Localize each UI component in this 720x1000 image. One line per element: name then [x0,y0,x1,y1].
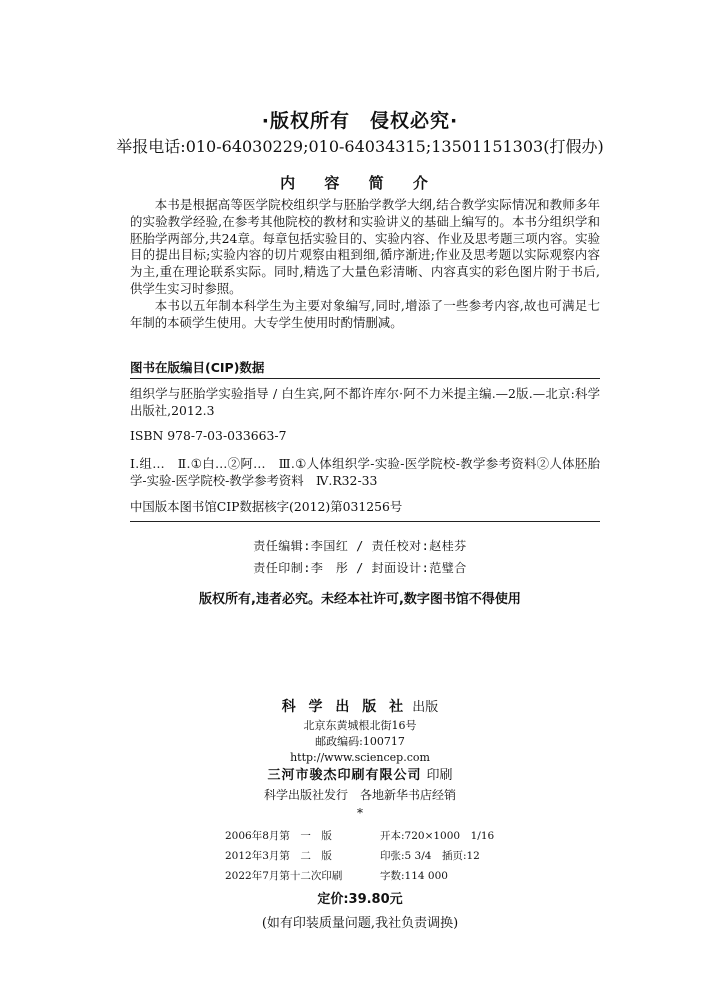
cip-rule-top [130,378,600,379]
cip-heading: 图书在版编目(CIP)数据 [130,360,265,375]
rights-notice: 版权所有,违者必究。未经本社许可,数字图书馆不得使用 [199,592,521,607]
printer-prints: 印刷 [426,768,453,783]
edition-spec: 字数:114 000 [380,870,448,882]
publisher-postcode: 邮政编码:100717 [315,735,405,748]
report-hotline: 举报电话:010-64030229;010-64034315;13501151303(打假办) [116,137,604,156]
cip-rule-bottom [130,521,600,522]
separator-asterisk: * [357,806,363,820]
publisher-name: 科 学 出 版 社 [281,699,408,715]
staff-production: 责任印制:李 彤 / 封面设计:范璧合 [253,561,467,575]
edition-spec: 开本:720×1000 1/16 [380,830,495,842]
edition-row [225,828,525,843]
staff-editors: 责任编辑:李国红 / 责任校对:赵桂芬 [253,539,467,553]
edition-row [225,848,525,863]
publisher-line [0,696,720,716]
publisher-address: 北京东黄城根北街16号 [303,719,417,732]
edition-spec: 印张:5 3/4 插页:12 [380,850,480,862]
printer-name: 三河市骏杰印刷有限公司 [267,768,422,783]
publisher-url: http://www.sciencep.com [290,751,430,764]
edition-date: 2012年3月第 二 版 [225,850,332,862]
edition-date: 2006年8月第 一 版 [225,830,332,842]
cip-classification: Ⅰ.组… Ⅱ.①白…②阿… Ⅲ.①人体组织学-实验-医学院校-教学参考资料②人体胚胎学-实验-医学院校-教学参考资料 Ⅳ.R32-33 [130,456,600,488]
quality-note: (如有印装质量问题,我社负责调换) [261,916,459,931]
edition-row [225,868,525,883]
cip-record: 组织学与胚胎学实验指导 / 白生宾,阿不都许库尔·阿不力米提主编.—2版.—北京:科学出版社,2012.3 [130,386,600,418]
edition-date: 2022年7月第十二次印刷 [225,870,343,882]
intro-paragraph-1: 本书是根据高等医学院校组织学与胚胎学教学大纲,结合教学实际情况和教师多年的实验教学经验,在参考其他院校的教材和实验讲义的基础上编写的。本书分组织学和胚胎学两部分,共24章。每章包括实验目的、实验内容、作业及思考题三项内容。实验目的提出目标;实验内容的切片观察由粗到细,循序渐进;作业及思考题以实际观察内容为主,重在理论联系实际。同时,精选了大量色彩清晰、内容真实的彩色图片附于书后,供学生实习时参照。 [130,197,600,296]
distribution-line: 科学出版社发行 各地新华书店经销 [263,788,456,802]
intro-title: 内 容 简 介 [280,174,440,192]
publisher-publishes: 出版 [412,700,439,715]
cip-core-data: 中国版本图书馆CIP数据核字(2012)第031256号 [130,499,403,514]
price: 定价:39.80元 [317,892,403,907]
intro-paragraph-2: 本书以五年制本科学生为主要对象编写,同时,增添了一些参考内容,故也可满足七年制的本硕学生使用。大专学生使用时酌情删减。 [130,297,600,330]
printer-line [0,764,720,783]
intro-body [130,197,600,331]
copyright-title: ·版权所有 侵权必究· [261,110,459,132]
cip-isbn: ISBN 978-7-03-033663-7 [130,428,287,443]
